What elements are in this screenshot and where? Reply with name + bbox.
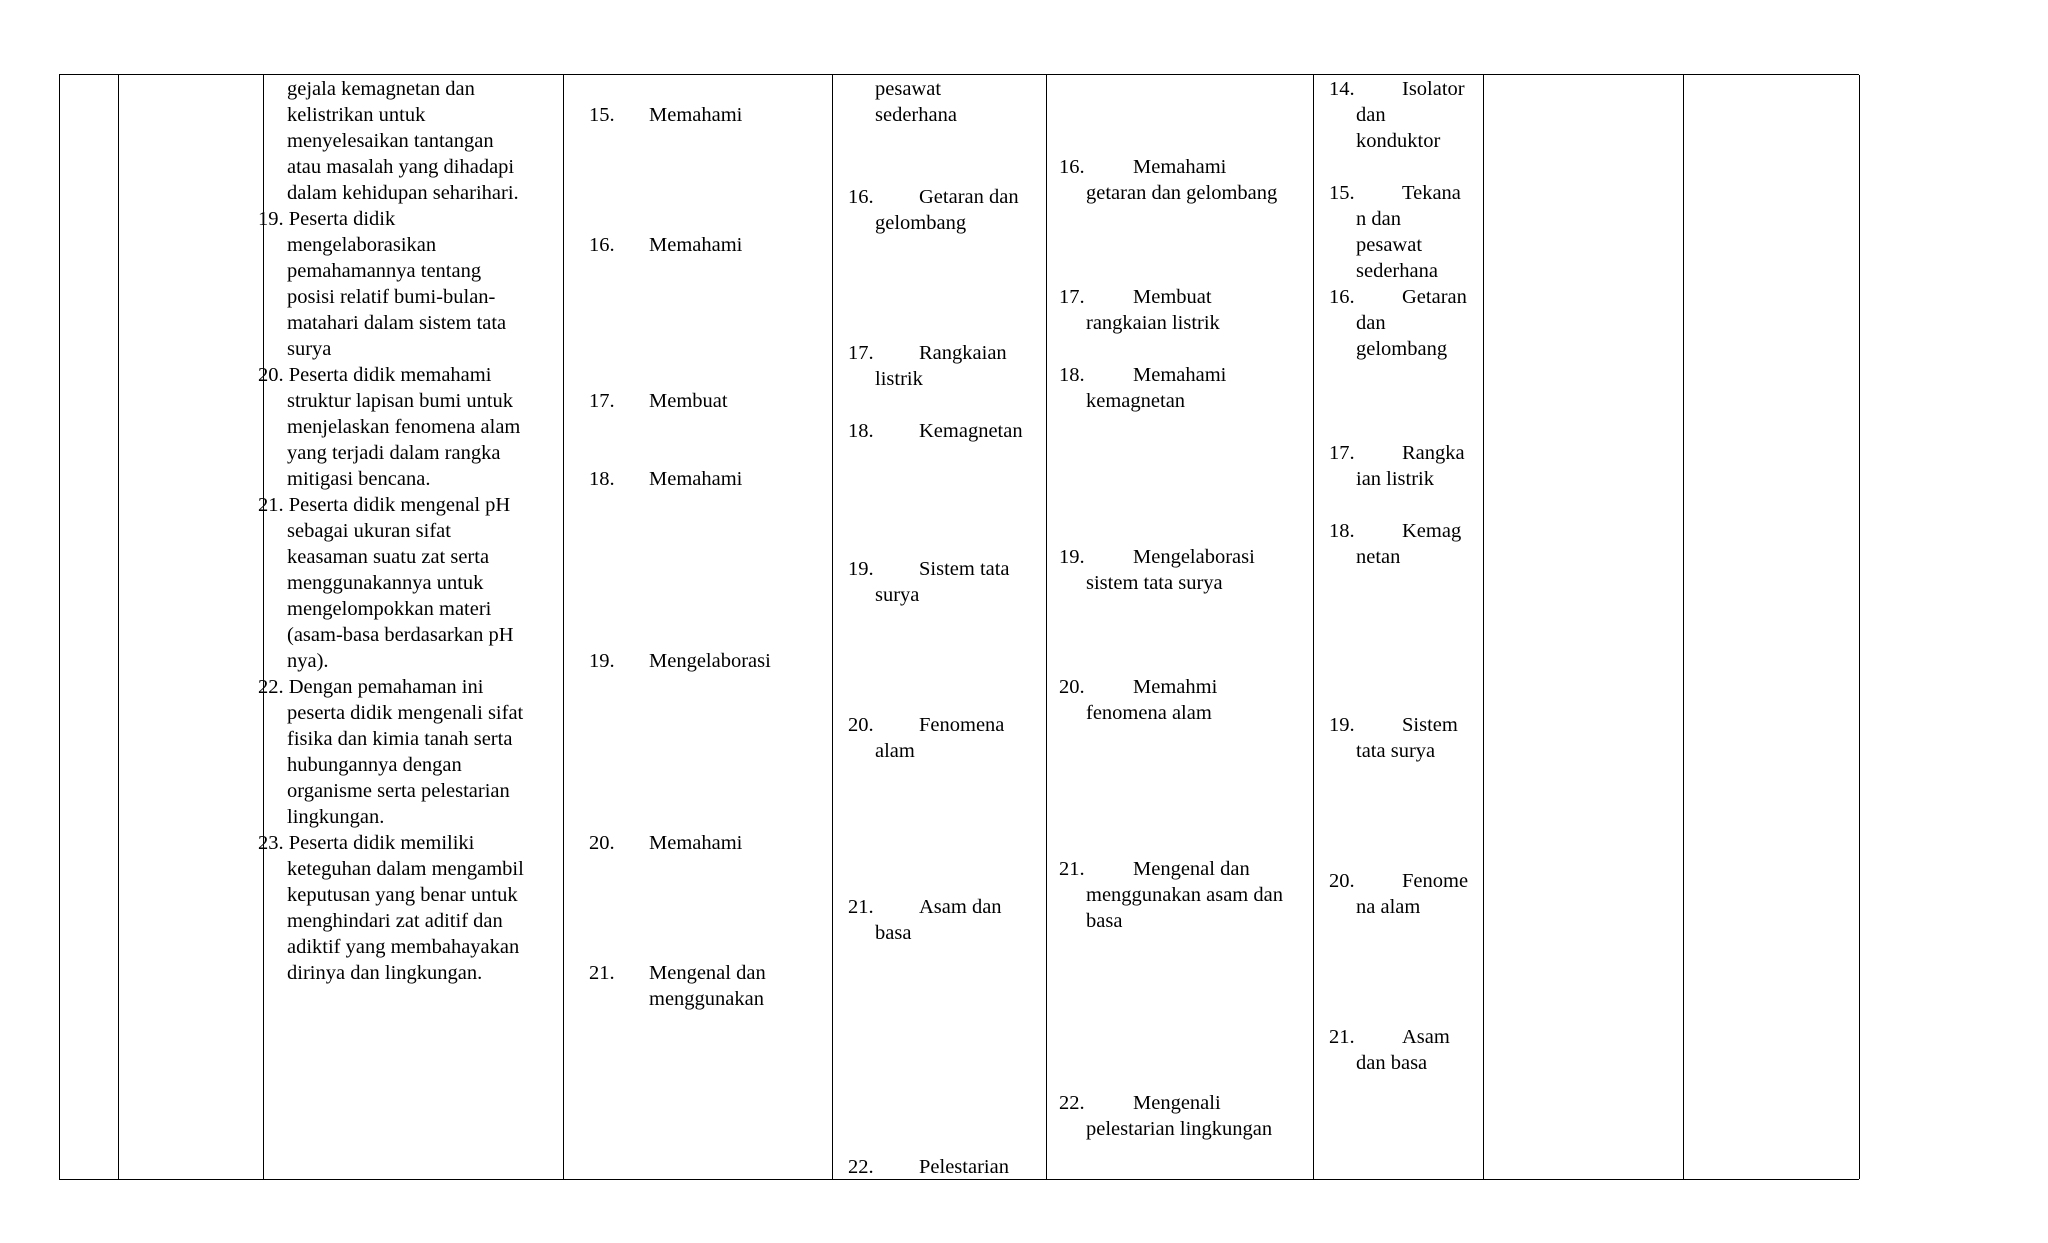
topic-number: 22. (848, 1156, 874, 1178)
outcome-text-line: (asam-basa berdasarkan pH (287, 624, 514, 646)
material-text: tata surya (1356, 740, 1436, 762)
verb-text: Memahami (649, 468, 743, 490)
verb-number: 20. (589, 832, 615, 854)
verb-number: 19. (589, 650, 615, 672)
topic-text: Getaran dan (919, 186, 1019, 208)
outcome-text-line: dirinya dan lingkungan. (287, 962, 483, 984)
material-number: 17. (1329, 442, 1355, 464)
outcome-text-line: keteguhan dalam mengambil (287, 858, 524, 880)
topic-text: Fenomena (919, 714, 1005, 736)
outcome-text-line: mitigasi bencana. (287, 468, 431, 490)
activity-number: 17. (1059, 286, 1085, 308)
activity-number: 16. (1059, 156, 1085, 178)
material-text: ian listrik (1356, 468, 1435, 490)
verb-number: 18. (589, 468, 615, 490)
verb-text: Mengenal dan (649, 962, 766, 984)
material-text: Isolator (1402, 78, 1465, 100)
material-text: Tekana (1402, 182, 1461, 204)
topic-text: surya (875, 584, 920, 606)
outcome-text-line: mengelaborasikan (287, 234, 437, 256)
column-divider (59, 75, 60, 1179)
material-number: 14. (1329, 78, 1355, 100)
activity-text: fenomena alam (1086, 702, 1212, 724)
material-text: Fenome (1402, 870, 1469, 892)
material-text: na alam (1356, 896, 1421, 918)
outcome-text-line: organisme serta pelestarian (287, 780, 510, 802)
verb-text: Memahami (649, 104, 743, 126)
topic-number: 17. (848, 342, 874, 364)
activity-number: 20. (1059, 676, 1085, 698)
activity-text: menggunakan asam dan (1086, 884, 1283, 906)
activity-number: 18. (1059, 364, 1085, 386)
column-divider (1046, 75, 1047, 1179)
material-text: Kemag (1402, 520, 1462, 542)
activity-text: Mengelaborasi (1133, 546, 1255, 568)
topic-text: gelombang (875, 212, 967, 234)
topic-text: alam (875, 740, 915, 762)
outcome-text-line: mengelompokkan materi (287, 598, 492, 620)
outcome-text-line: struktur lapisan bumi untuk (287, 390, 514, 412)
material-text: dan basa (1356, 1052, 1428, 1074)
material-number: 20. (1329, 870, 1355, 892)
topic-text: sederhana (875, 104, 957, 126)
activity-number: 22. (1059, 1092, 1085, 1114)
column-divider (1683, 75, 1684, 1179)
verb-number: 17. (589, 390, 615, 412)
activity-text: Memahmi (1133, 676, 1218, 698)
outcome-text-line: menyelesaikan tantangan (287, 130, 494, 152)
activity-text: Mengenal dan (1133, 858, 1250, 880)
material-text: n dan (1356, 208, 1401, 230)
activity-text: Memahami (1133, 156, 1227, 178)
verb-text: menggunakan (649, 988, 764, 1010)
verb-text: Mengelaborasi (649, 650, 771, 672)
outcome-text-line: menggunakannya untuk (287, 572, 484, 594)
activity-text: getaran dan gelombang (1086, 182, 1278, 204)
topic-number: 16. (848, 186, 874, 208)
verb-number: 16. (589, 234, 615, 256)
outcome-text-line: nya). (287, 650, 329, 672)
topic-number: 20. (848, 714, 874, 736)
column-divider (1859, 75, 1860, 1179)
column-divider (832, 75, 833, 1179)
verb-number: 15. (589, 104, 615, 126)
column-divider (1483, 75, 1484, 1179)
outcome-item-20: 20. Peserta didik memahami (258, 364, 492, 386)
topic-text: listrik (875, 368, 923, 390)
material-number: 21. (1329, 1026, 1355, 1048)
column-divider (1313, 75, 1314, 1179)
topic-number: 21. (848, 896, 874, 918)
topic-number: 18. (848, 420, 874, 442)
outcome-item-22: 22. Dengan pemahaman ini (258, 676, 484, 698)
column-divider (263, 75, 264, 1179)
material-text: netan (1356, 546, 1401, 568)
material-text: Sistem (1402, 714, 1458, 736)
material-text: konduktor (1356, 130, 1441, 152)
material-text: pesawat (1356, 234, 1423, 256)
outcome-text-line: fisika dan kimia tanah serta (287, 728, 513, 750)
outcome-text-line: lingkungan. (287, 806, 385, 828)
activity-text: kemagnetan (1086, 390, 1186, 412)
verb-text: Memahami (649, 832, 743, 854)
outcome-text-line: atau masalah yang dihadapi (287, 156, 515, 178)
material-text: Asam (1402, 1026, 1450, 1048)
outcome-text-line: kelistrikan untuk (287, 104, 426, 126)
material-text: dan (1356, 312, 1386, 334)
column-divider (563, 75, 564, 1179)
outcome-text-line: keasaman suatu zat serta (287, 546, 490, 568)
activity-number: 19. (1059, 546, 1085, 568)
outcome-text-line: menghindari zat aditif dan (287, 910, 503, 932)
outcome-text-line: surya (287, 338, 332, 360)
outcome-text-line: matahari dalam sistem tata (287, 312, 507, 334)
activity-text: pelestarian lingkungan (1086, 1118, 1273, 1140)
activity-number: 21. (1059, 858, 1085, 880)
activity-text: Membuat (1133, 286, 1212, 308)
topic-text: Asam dan (919, 896, 1002, 918)
outcome-item-19: 19. Peserta didik (258, 208, 396, 230)
verb-text: Membuat (649, 390, 728, 412)
outcome-text-line: peserta didik mengenali sifat (287, 702, 524, 724)
activity-text: Mengenali (1133, 1092, 1221, 1114)
material-number: 15. (1329, 182, 1355, 204)
outcome-text-line: yang terjadi dalam rangka (287, 442, 501, 464)
outcome-text-line: dalam kehidupan seharihari. (287, 182, 519, 204)
outcome-text-line: hubungannya dengan (287, 754, 462, 776)
topic-text: Rangkaian (919, 342, 1007, 364)
verb-number: 21. (589, 962, 615, 984)
activity-text: rangkaian listrik (1086, 312, 1220, 334)
topic-text: pesawat (875, 78, 942, 100)
material-number: 16. (1329, 286, 1355, 308)
topic-text: Sistem tata (919, 558, 1010, 580)
material-text: gelombang (1356, 338, 1448, 360)
topic-text: Kemagnetan (919, 420, 1023, 442)
material-text: dan (1356, 104, 1386, 126)
outcome-text-line: gejala kemagnetan dan (287, 78, 475, 100)
topic-text: basa (875, 922, 912, 944)
outcome-item-21: 21. Peserta didik mengenal pH (258, 494, 511, 516)
outcome-text-line: posisi relatif bumi-bulan- (287, 286, 496, 308)
outcome-text-line: adiktif yang membahayakan (287, 936, 520, 958)
outcome-text-line: menjelaskan fenomena alam (287, 416, 521, 438)
outcome-text-line: keputusan yang benar untuk (287, 884, 518, 906)
material-text: sederhana (1356, 260, 1438, 282)
material-number: 18. (1329, 520, 1355, 542)
material-number: 19. (1329, 714, 1355, 736)
column-divider (118, 75, 119, 1179)
material-text: Rangka (1402, 442, 1465, 464)
outcome-item-23: 23. Peserta didik memiliki (258, 832, 475, 854)
material-text: Getaran (1402, 286, 1467, 308)
activity-text: sistem tata surya (1086, 572, 1223, 594)
verb-text: Memahami (649, 234, 743, 256)
outcome-text-line: sebagai ukuran sifat (287, 520, 451, 542)
activity-text: basa (1086, 910, 1123, 932)
topic-text: Pelestarian (919, 1156, 1009, 1178)
outcome-text-line: pemahamannya tentang (287, 260, 482, 282)
topic-number: 19. (848, 558, 874, 580)
activity-text: Memahami (1133, 364, 1227, 386)
